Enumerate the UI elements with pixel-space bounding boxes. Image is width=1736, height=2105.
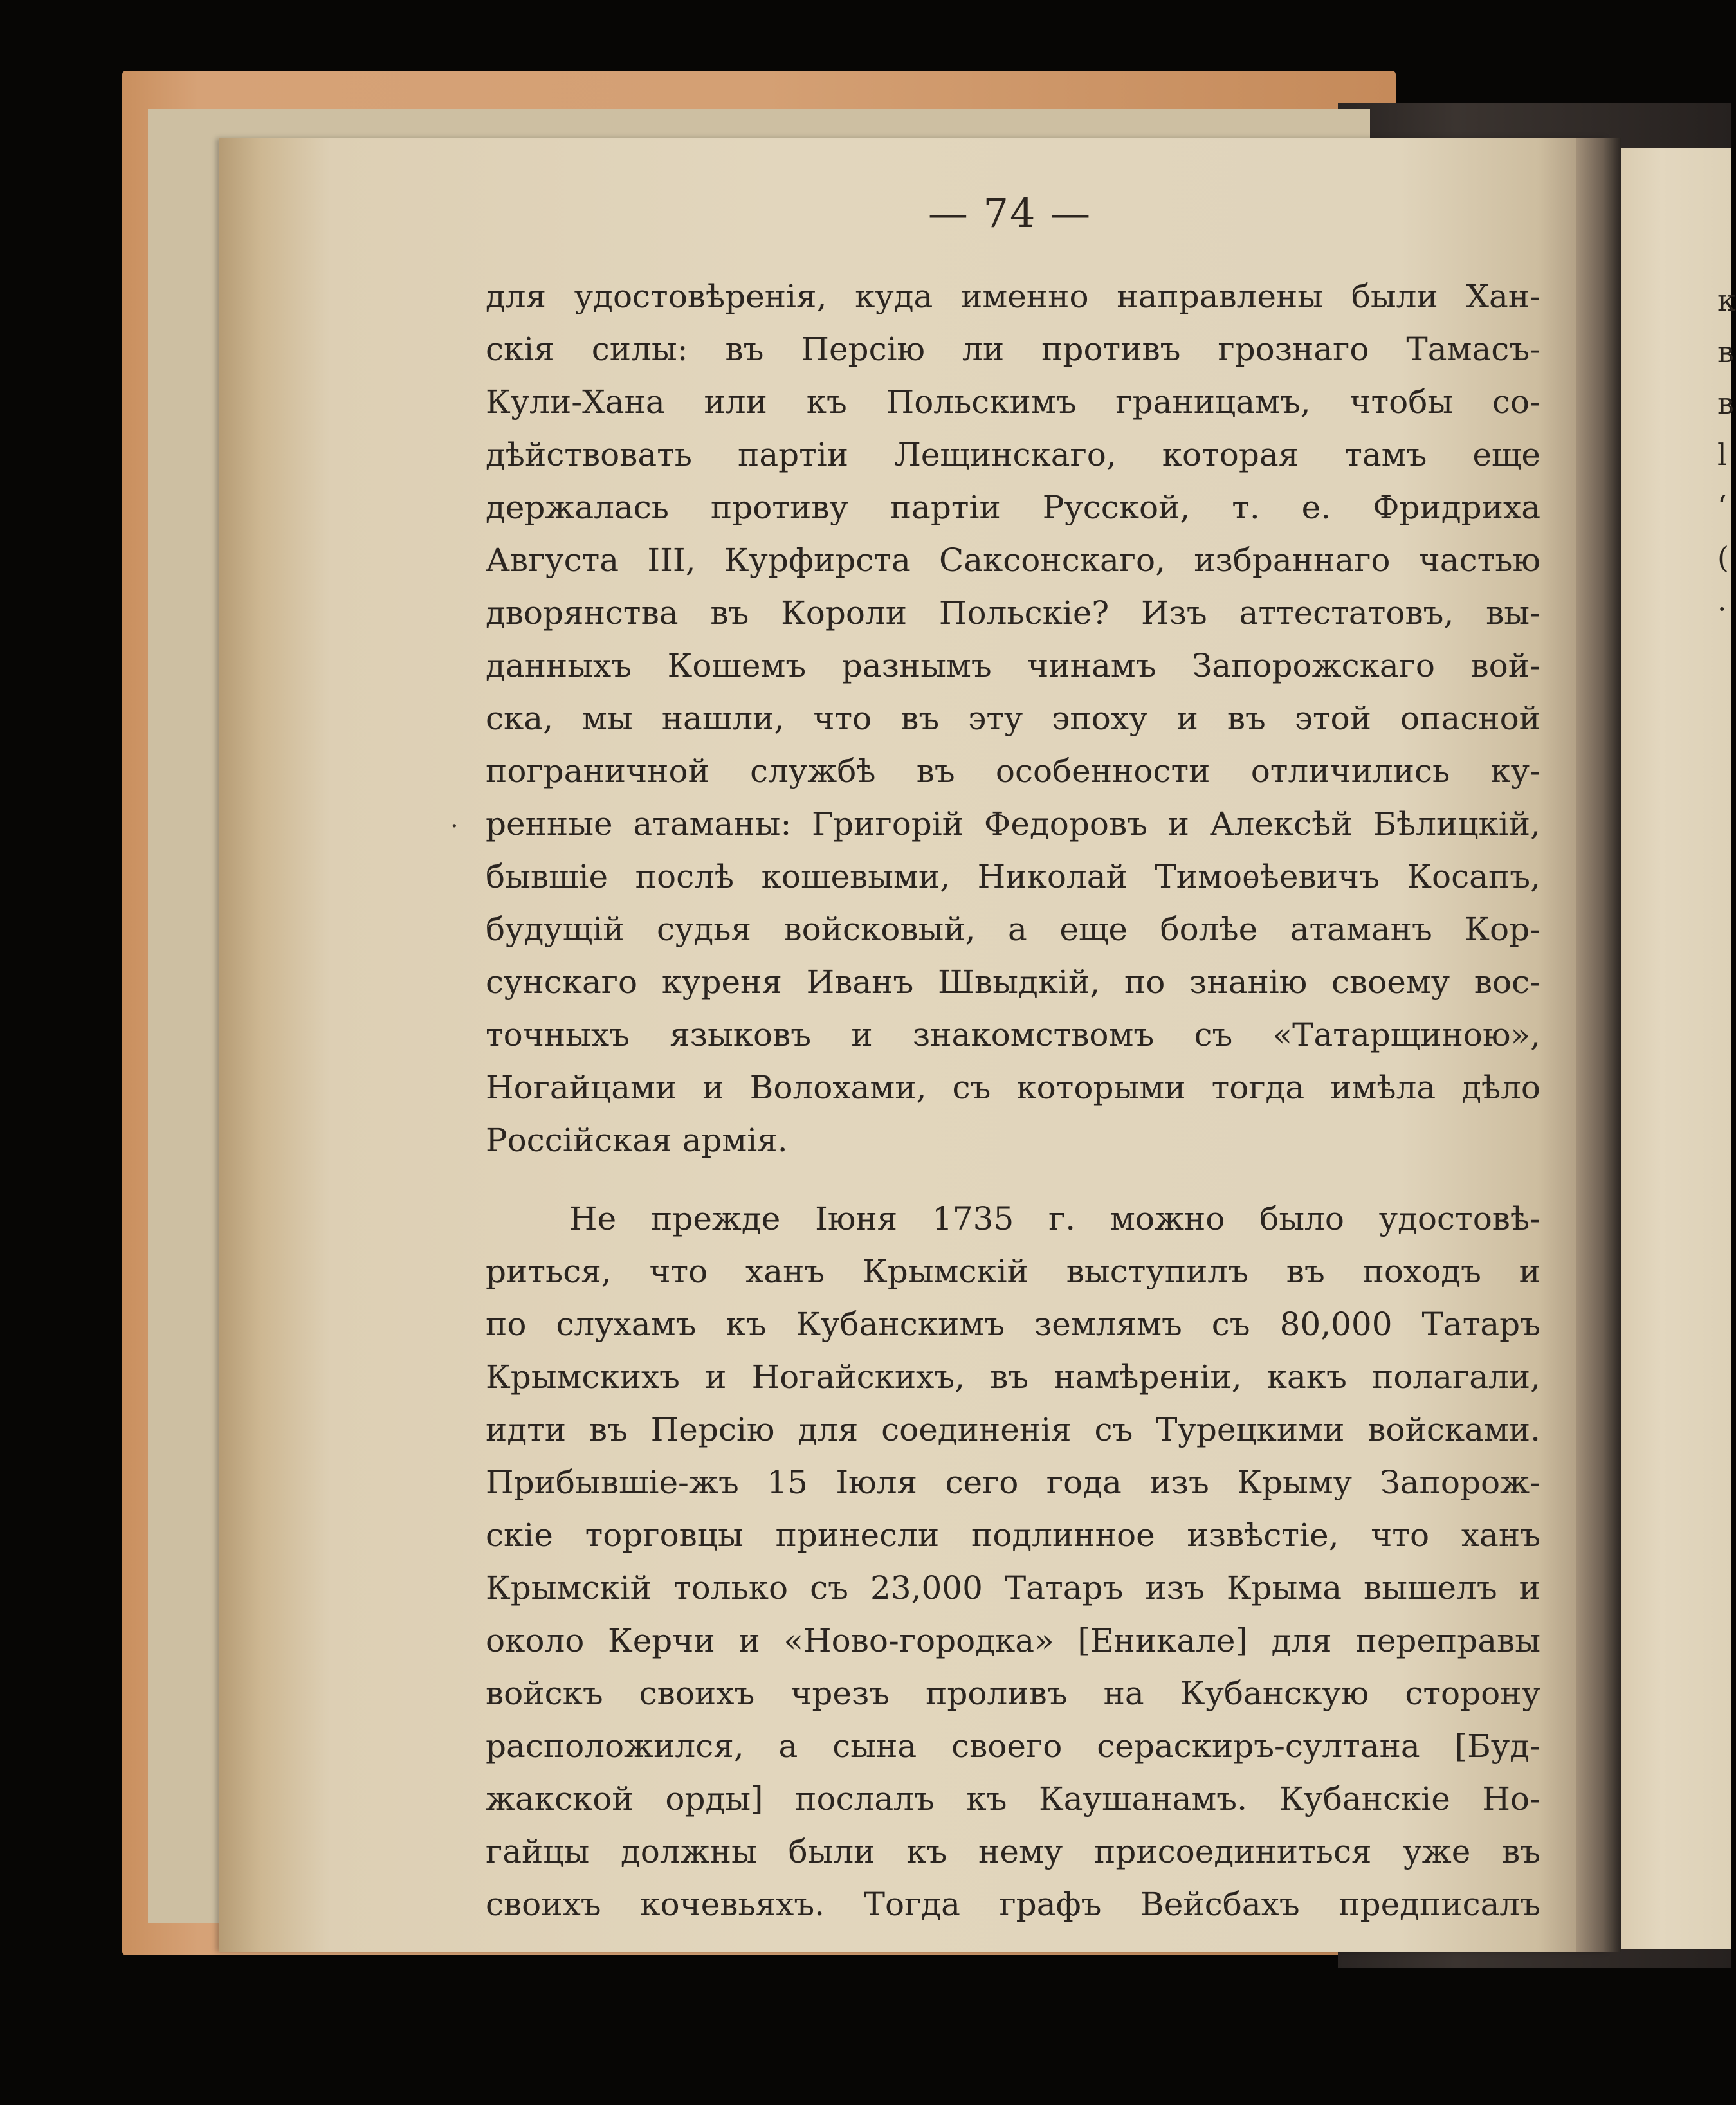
body-text <box>486 270 1540 1931</box>
text-line: идти въ Персію для соединенія съ Турецкими войсками. <box>486 1411 1540 1448</box>
text-line: гайцы должны были къ нему присоединиться уже въ <box>486 1833 1540 1870</box>
text-line: Кули-Хана или къ Польскимъ границамъ, чтобы со- <box>486 383 1540 421</box>
text-line: дѣйствовать партіи Лещинскаго, которая тамъ еще <box>486 436 1540 473</box>
text-line: Не прежде Іюня 1735 г. можно было удостовѣ- <box>569 1200 1540 1237</box>
facing-page-letter: · <box>1717 592 1727 626</box>
book-gutter <box>1576 138 1621 1952</box>
text-line: будущій судья войсковый, а еще болѣе атаманъ Кор- <box>486 911 1540 948</box>
facing-page <box>1614 148 1736 1949</box>
text-line: скія силы: въ Персію ли противъ грознаго Тамасъ- <box>486 331 1540 368</box>
text-line: бывшіе послѣ кошевыми, Николай Тимоѳѣевичъ Косапъ, <box>486 858 1540 895</box>
text-line: Россійская армія. <box>486 1122 788 1159</box>
text-line: ска, мы нашли, что въ эту эпоху и въ этой опасной <box>486 700 1540 737</box>
text-line: Ногайцами и Волохами, съ которыми тогда имѣла дѣло <box>486 1069 1540 1106</box>
text-line: расположился, а сына своего сераскиръ-султана [Буд- <box>486 1727 1540 1765</box>
page-number: — 74 — <box>927 190 1092 237</box>
facing-page-letter: в <box>1717 334 1734 369</box>
paragraph <box>486 270 1540 1167</box>
facing-page-letter: ( <box>1717 540 1729 575</box>
margin-dot: . <box>450 804 459 834</box>
text-line: около Керчи и «Ново-городка» [Еникале] для переправы <box>486 1622 1540 1659</box>
facing-page-letter: ‘ <box>1717 489 1727 524</box>
text-line: жакской орды] послалъ къ Каушанамъ. Кубанскіе Но- <box>486 1780 1540 1818</box>
text-line: пограничной службѣ въ особенности отличились ку- <box>486 752 1540 790</box>
text-line: держалась противу партіи Русской, т. е. Фридриха <box>486 489 1540 526</box>
text-line: точныхъ языковъ и знакомствомъ съ «Татарщиною», <box>486 1016 1540 1053</box>
text-line: Крымскій только съ 23,000 Татаръ изъ Крыма вышелъ и <box>486 1569 1540 1607</box>
facing-page-letter: в <box>1717 386 1734 421</box>
facing-page-letter: l <box>1717 437 1727 472</box>
text-line: для удостовѣренія, куда именно направлены были Хан- <box>486 278 1540 315</box>
text-line: сунскаго куреня Иванъ Швыдкій, по знанію своему вос- <box>486 963 1540 1001</box>
text-line: данныхъ Кошемъ разнымъ чинамъ Запорожскаго вой- <box>486 647 1540 684</box>
text-line: войскъ своихъ чрезъ проливъ на Кубанскую сторону <box>486 1675 1540 1712</box>
text-line: дворянства въ Короли Польскіе? Изъ аттестатовъ, вы- <box>486 594 1540 632</box>
text-line: ренные атаманы: Григорій Федоровъ и Алексѣй Бѣлицкій, <box>486 805 1540 843</box>
text-line: своихъ кочевьяхъ. Тогда графъ Вейсбахъ предписалъ <box>486 1886 1540 1923</box>
text-line: Прибывшіе-жъ 15 Іюля сего года изъ Крыму Запорож- <box>486 1464 1540 1501</box>
text-line: Крымскихъ и Ногайскихъ, въ намѣреніи, какъ полагали, <box>486 1358 1540 1396</box>
paragraph <box>486 1192 1540 1931</box>
facing-page-letter: к <box>1717 283 1736 318</box>
text-line: скіе торговцы принесли подлинное извѣстіе, что ханъ <box>486 1517 1540 1554</box>
text-line: риться, что ханъ Крымскій выступилъ въ походъ и <box>486 1253 1540 1290</box>
text-line: Августа III, Курфирста Саксонскаго, избраннаго частью <box>486 542 1540 579</box>
text-line: по слухамъ къ Кубанскимъ землямъ съ 80,000 Татаръ <box>486 1306 1540 1343</box>
